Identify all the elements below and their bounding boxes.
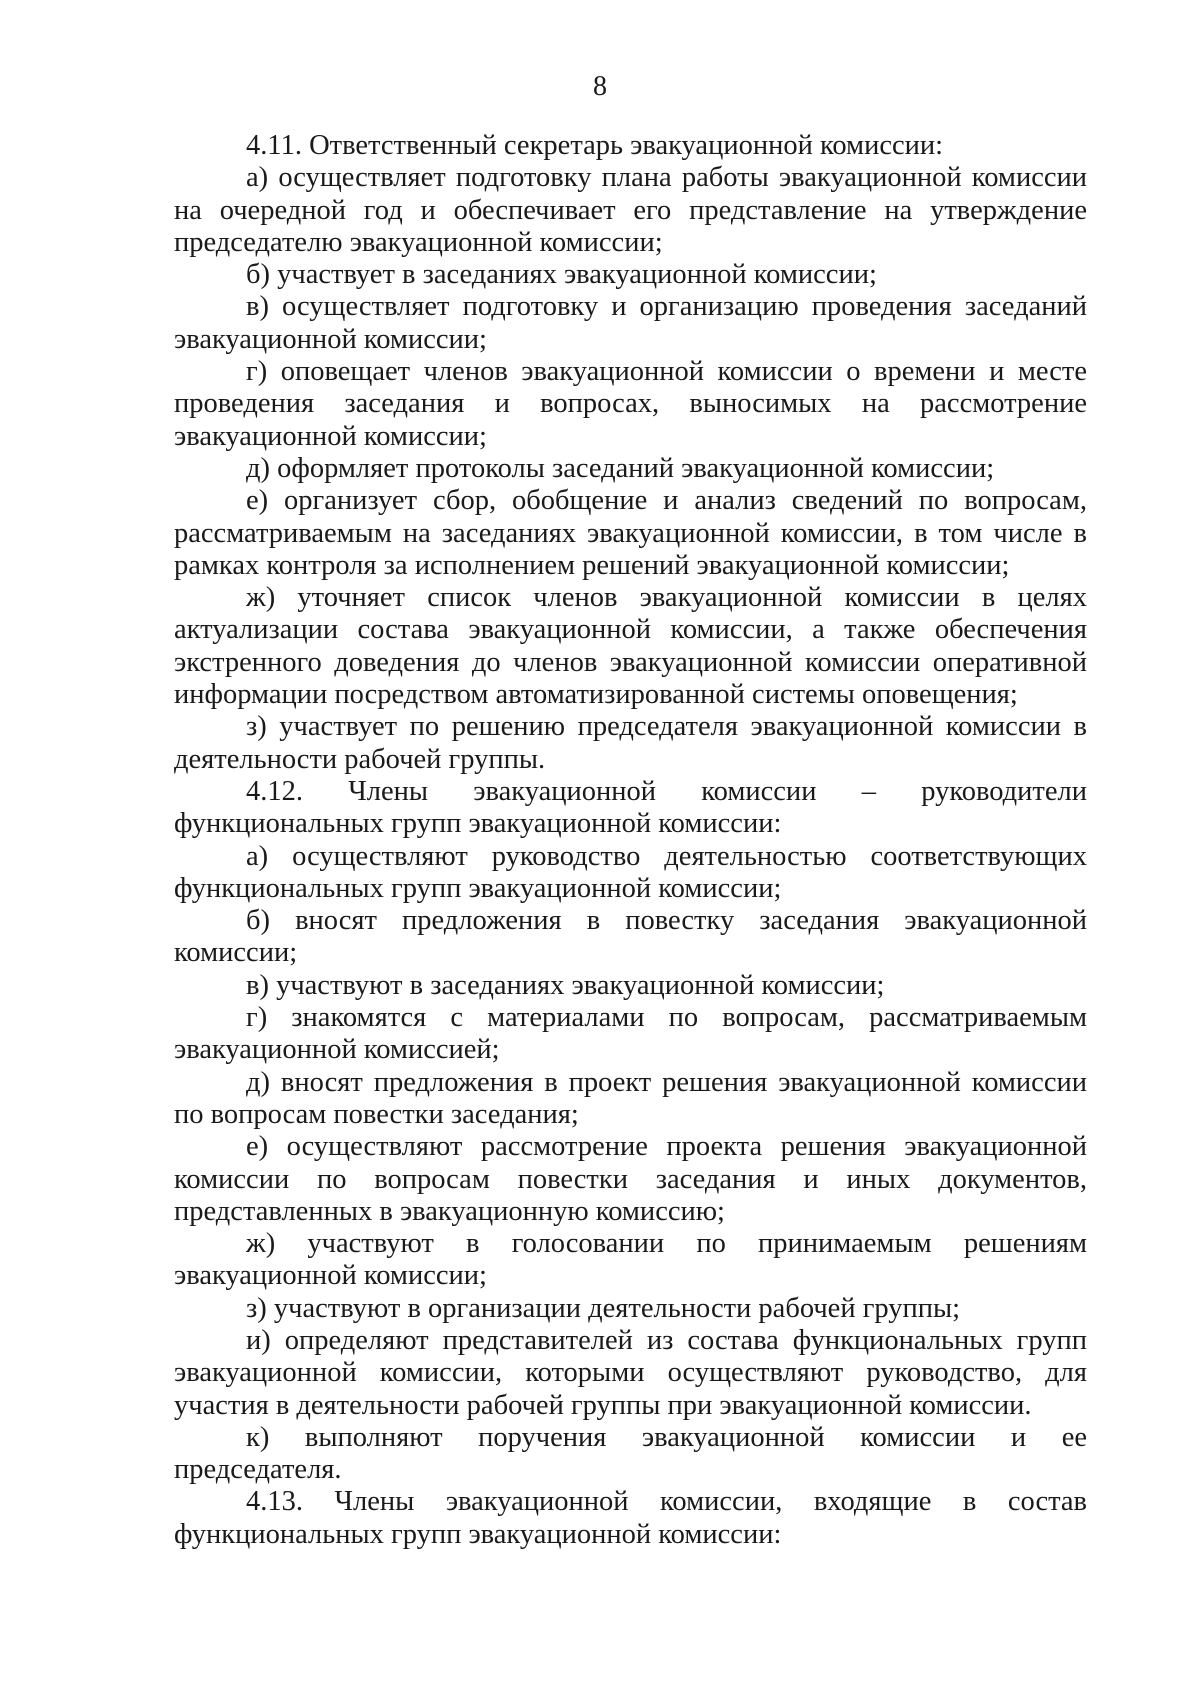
item-4-12-z: з) участвуют в организации деятельности рабочей группы;: [246, 1292, 961, 1324]
document-body: [174, 130, 1087, 1551]
item-4-11-a: а) осуществляет подготовку плана работы эвакуационной комиссии на очередной год и обеспечивает его представление на утверждение председателю эвакуационной комиссии;: [174, 162, 1087, 258]
item-4-12-k: к) выполняют поручения эвакуационной комиссии и ее председателя.: [174, 1421, 1087, 1486]
item-4-11-e: е) организует сбор, обобщение и анализ сведений по вопросам, рассматриваемым на заседаниях эвакуационной комиссии, в том числе в рамках контроля за исполнением решений эвакуационной комиссии;: [174, 485, 1087, 581]
item-4-12-b: б) вносят предложения в повестку заседания эвакуационной комиссии;: [174, 905, 1087, 969]
item-4-12-v: в) участвуют в заседаниях эвакуационной комиссии;: [246, 969, 885, 1001]
item-4-12-zh: ж) участвуют в голосовании по принимаемым решениям эвакуационной комиссии;: [174, 1228, 1087, 1292]
section-4-11-heading: 4.11. Ответственный секретарь эвакуационной комиссии:: [246, 130, 944, 161]
item-4-11-g: г) оповещает членов эвакуационной комиссии о времени и месте проведения заседания и вопросах, выносимых на рассмотрение эвакуационной комиссии;: [174, 356, 1087, 452]
item-4-11-b: б) участвует в заседаниях эвакуационной комиссии;: [246, 259, 877, 291]
section-4-12-heading: 4.12. Члены эвакуационной комиссии – руководители функциональных групп эвакуационной комиссии:: [174, 775, 1087, 840]
item-4-11-z: з) участвует по решению председателя эвакуационной комиссии в деятельности рабочей группы.: [174, 711, 1087, 775]
page-number: 8: [593, 71, 607, 102]
item-4-11-d: д) оформляет протоколы заседаний эвакуационной комиссии;: [246, 452, 995, 484]
item-4-12-e: е) осуществляют рассмотрение проекта решения эвакуационной комиссии по вопросам повестки заседания и иных документов, представленных в эвакуационную комиссию;: [174, 1131, 1087, 1227]
item-4-12-i: и) определяют представителей из состава функциональных групп эвакуационной комиссии, которыми осуществляют руководство, для участия в деятельности рабочей группы при эвакуационной комиссии.: [174, 1324, 1087, 1421]
item-4-11-zh: ж) уточняет список членов эвакуационной комиссии в целях актуализации состава эвакуационной комиссии, а также обеспечения экстренного доведения до членов эвакуационной комиссии оперативной информации посредством автоматизированной системы оповещения;: [174, 582, 1087, 711]
item-4-12-d: д) вносят предложения в проект решения эвакуационной комиссии по вопросам повестки заседания;: [174, 1066, 1087, 1130]
item-4-12-a: а) осуществляют руководство деятельностью соответствующих функциональных групп эвакуационной комиссии;: [174, 840, 1087, 904]
item-4-12-g: г) знакомятся с материалами по вопросам, рассматриваемым эвакуационной комиссией;: [174, 1002, 1087, 1066]
section-4-13-heading: 4.13. Члены эвакуационной комиссии, входящие в состав функциональных групп эвакуационной комиссии:: [174, 1486, 1087, 1550]
item-4-11-v: в) осуществляет подготовку и организацию проведения заседаний эвакуационной комиссии;: [174, 291, 1087, 355]
